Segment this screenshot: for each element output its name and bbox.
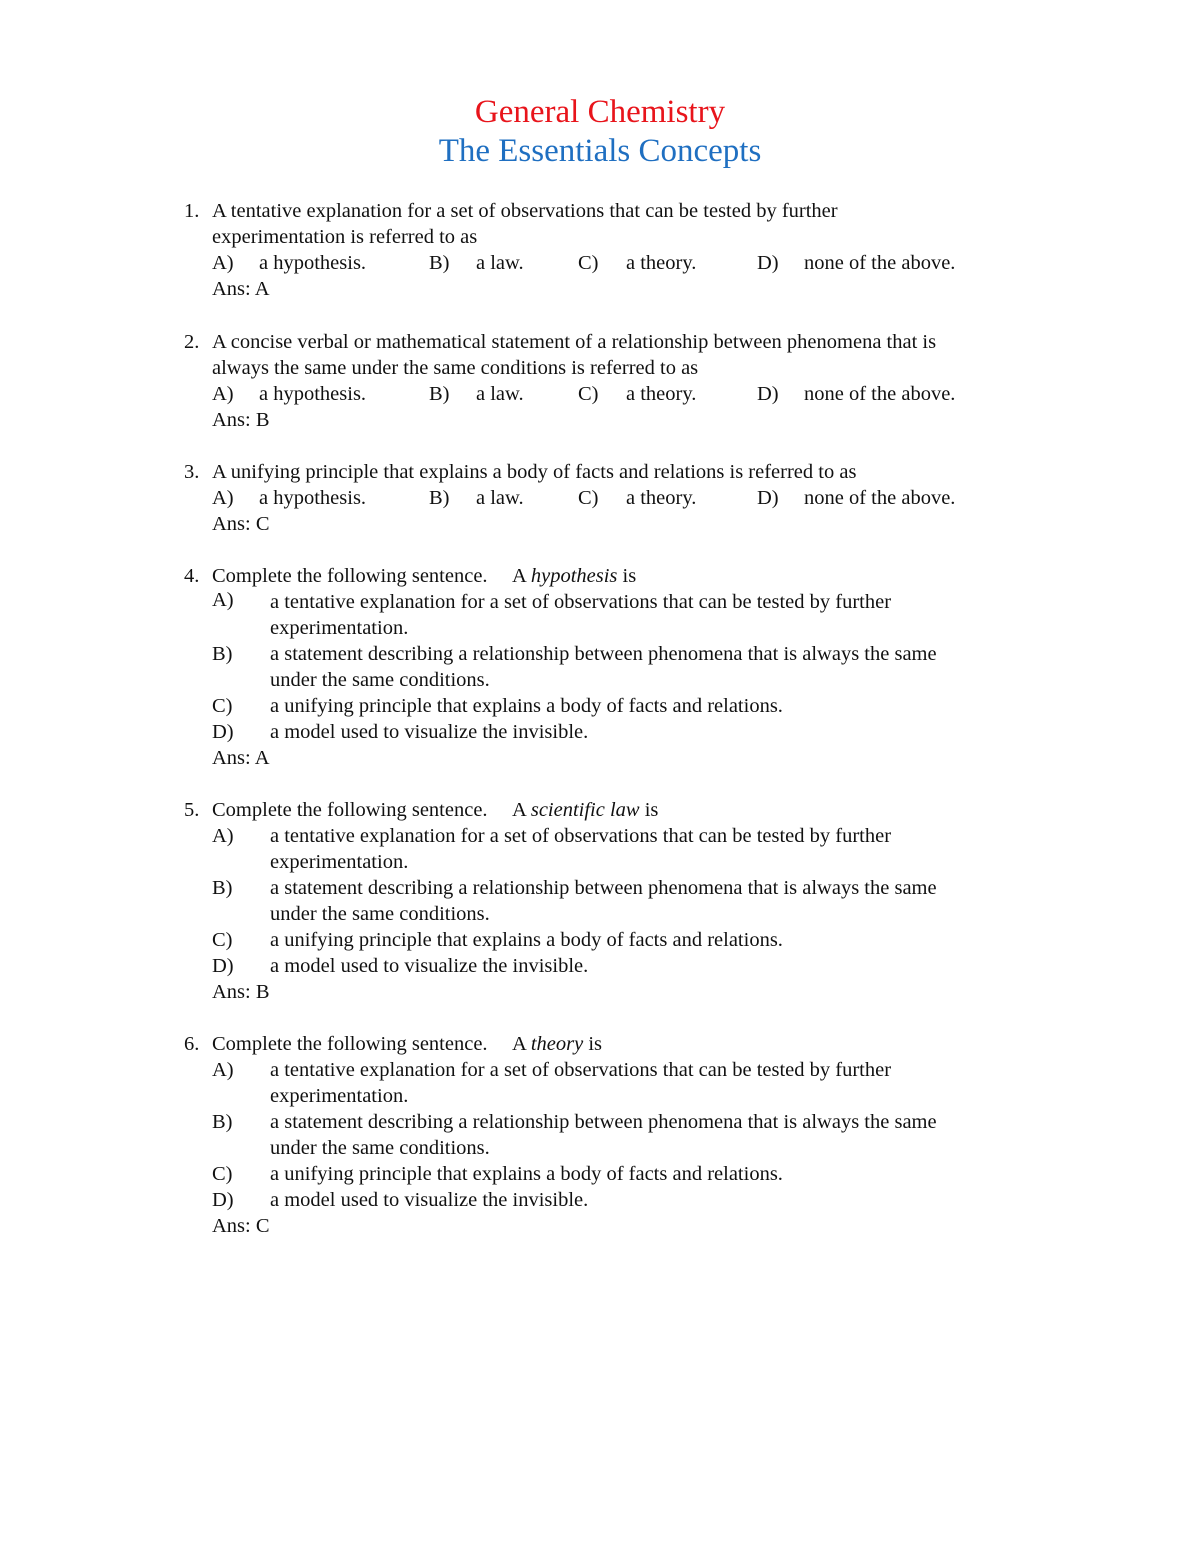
option-text: a unifying principle that explains a body of facts and relations. [270, 695, 783, 717]
option-label: A) [212, 487, 234, 509]
option-text: a tentative explanation for a set of observations that can be tested by further [270, 1059, 892, 1081]
option-label: C) [578, 487, 599, 509]
option-label: D) [212, 1189, 234, 1211]
option-b [184, 641, 1084, 693]
document-title: General Chemistry [474, 94, 726, 130]
option-text: a tentative explanation for a set of observations that can be tested by further [270, 591, 892, 613]
answer: Ans: A [212, 278, 270, 300]
option-label: D) [212, 955, 234, 977]
stem-prefix: Complete the following sentence. A [212, 1033, 531, 1055]
question-stem: A tentative explanation for a set of observations that can be tested by further [212, 200, 838, 222]
option-text: experimentation. [270, 851, 409, 873]
option-a [184, 589, 1084, 641]
option-label: D) [212, 721, 234, 743]
option-label: B) [429, 252, 450, 274]
question-stem: A concise verbal or mathematical statement of a relationship between phenomena that is [212, 331, 937, 353]
option-label: C) [212, 695, 233, 717]
option-row [184, 250, 1084, 276]
question-1 [184, 198, 1084, 302]
option-label: C) [212, 1163, 233, 1185]
stem-suffix: is [639, 799, 659, 821]
stem-term: scientific law [530, 799, 640, 821]
option-label: B) [212, 1111, 233, 1133]
answer: Ans: B [212, 409, 270, 431]
option-text: a theory. [626, 383, 697, 405]
option-label: D) [757, 383, 779, 405]
option-row [184, 381, 1084, 407]
question-5 [184, 797, 1084, 1005]
question-number: 3. [184, 461, 200, 483]
option-label: A) [212, 383, 234, 405]
option-a [184, 1057, 1084, 1109]
option-text: a statement describing a relationship between phenomena that is always the same [270, 1111, 937, 1133]
stem-prefix: Complete the following sentence. A [212, 565, 531, 587]
option-label: C) [578, 383, 599, 405]
option-text: none of the above. [804, 252, 956, 274]
option-d [184, 719, 1084, 745]
question-number: 5. [184, 799, 200, 821]
option-text: a model used to visualize the invisible. [270, 721, 589, 743]
question-4 [184, 563, 1084, 771]
option-row [184, 485, 1084, 511]
option-text: experimentation. [270, 617, 409, 639]
option-text: a theory. [626, 252, 697, 274]
stem-suffix: is [617, 565, 637, 587]
option-text: a hypothesis. [259, 487, 367, 509]
option-label: C) [578, 252, 599, 274]
question-number: 2. [184, 331, 200, 353]
option-text: experimentation. [270, 1085, 409, 1107]
option-text: a hypothesis. [259, 252, 367, 274]
option-label: D) [757, 487, 779, 509]
option-label: A) [212, 1059, 234, 1081]
option-text: a tentative explanation for a set of observations that can be tested by further [270, 825, 892, 847]
answer: Ans: B [212, 981, 270, 1003]
option-d [184, 1187, 1084, 1213]
option-text: none of the above. [804, 383, 956, 405]
option-b [184, 875, 1084, 927]
option-label: A) [212, 825, 234, 847]
option-text: a statement describing a relationship between phenomena that is always the same [270, 877, 937, 899]
answer: Ans: C [212, 513, 270, 535]
option-label: A) [212, 252, 234, 274]
question-stem [212, 797, 658, 823]
option-text: a law. [476, 252, 524, 274]
stem-term: hypothesis [530, 565, 618, 587]
option-text: a unifying principle that explains a body of facts and relations. [270, 929, 783, 951]
option-text: a statement describing a relationship between phenomena that is always the same [270, 643, 937, 665]
question-3 [184, 459, 1084, 537]
option-c [184, 927, 1084, 953]
stem-term: theory [530, 1033, 584, 1055]
document-subtitle: The Essentials Concepts [438, 133, 762, 169]
option-text: under the same conditions. [270, 903, 490, 925]
question-6 [184, 1031, 1084, 1239]
question-stem: always the same under the same conditions is referred to as [212, 357, 699, 379]
option-text: a unifying principle that explains a body of facts and relations. [270, 1163, 783, 1185]
question-stem: experimentation is referred to as [212, 226, 478, 248]
option-label: D) [757, 252, 779, 274]
option-text: under the same conditions. [270, 669, 490, 691]
option-text: a law. [476, 383, 524, 405]
answer: Ans: C [212, 1215, 270, 1237]
question-stem [212, 1031, 602, 1057]
option-text: a law. [476, 487, 524, 509]
option-text: none of the above. [804, 487, 956, 509]
option-c [184, 693, 1084, 719]
question-stem [212, 563, 636, 589]
option-c [184, 1161, 1084, 1187]
option-a [184, 823, 1084, 875]
stem-prefix: Complete the following sentence. A [212, 799, 531, 821]
option-label: C) [212, 929, 233, 951]
option-label: B) [429, 383, 450, 405]
option-label: A) [212, 589, 234, 611]
option-text: a model used to visualize the invisible. [270, 1189, 589, 1211]
option-text: a model used to visualize the invisible. [270, 955, 589, 977]
option-text: a theory. [626, 487, 697, 509]
option-label: B) [429, 487, 450, 509]
option-d [184, 953, 1084, 979]
question-2 [184, 329, 1084, 433]
question-number: 6. [184, 1033, 200, 1055]
option-label: B) [212, 643, 233, 665]
question-stem: A unifying principle that explains a body of facts and relations is referred to as [212, 461, 857, 483]
stem-suffix: is [583, 1033, 603, 1055]
answer: Ans: A [212, 747, 270, 769]
option-b [184, 1109, 1084, 1161]
option-text: a hypothesis. [259, 383, 367, 405]
option-text: under the same conditions. [270, 1137, 490, 1159]
option-label: B) [212, 877, 233, 899]
question-number: 4. [184, 565, 200, 587]
question-number: 1. [184, 200, 200, 222]
